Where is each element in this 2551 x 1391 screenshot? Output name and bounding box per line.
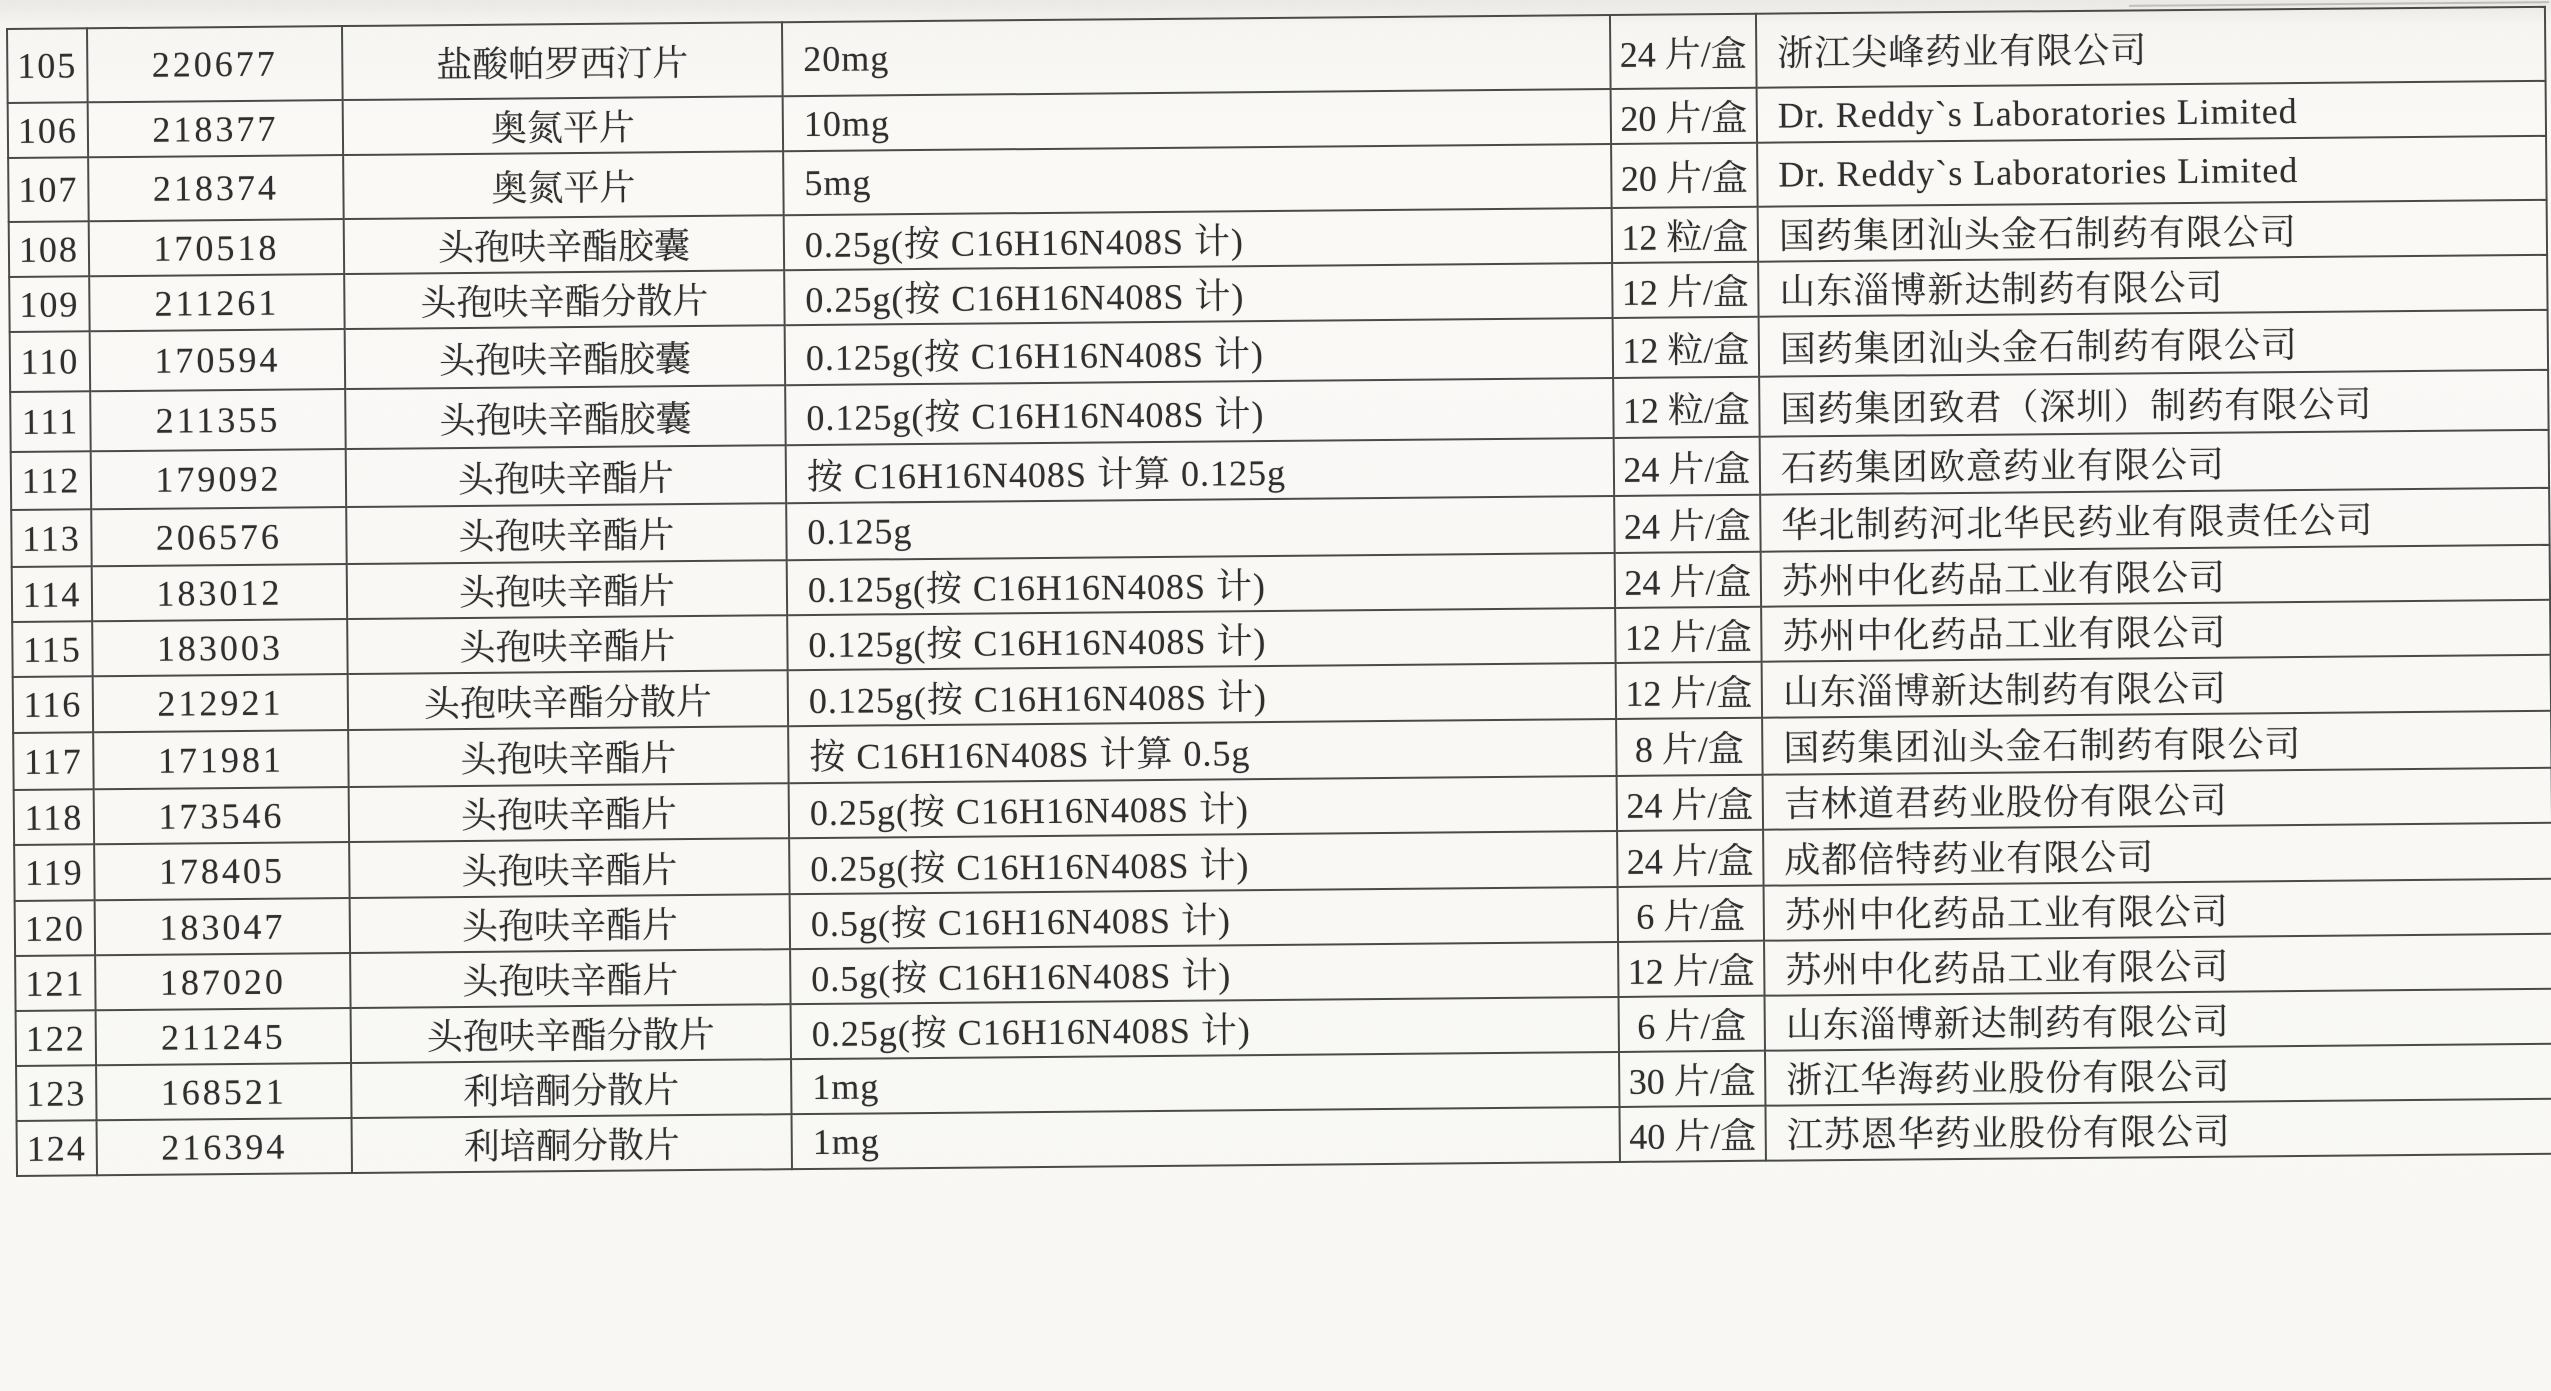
cell-serial: 107: [8, 157, 89, 222]
cell-manufacturer: 国药集团汕头金石制药有限公司: [1759, 310, 2548, 377]
cell-serial: 117: [13, 732, 93, 790]
cell-spec: 1mg: [791, 1052, 1619, 1114]
cell-package: 12 粒/盒: [1613, 377, 1760, 438]
cell-spec: 0.25g(按 C16H16N408S 计): [789, 831, 1617, 894]
cell-drug-name: 头孢呋辛酯片: [349, 838, 789, 898]
cell-package: 40 片/盒: [1619, 1106, 1765, 1162]
cell-package: 24 片/盒: [1610, 14, 1757, 89]
cell-serial: 122: [16, 1010, 96, 1066]
cell-package: 24 片/盒: [1614, 437, 1761, 496]
cell-manufacturer: 浙江华海药业股份有限公司: [1765, 1044, 2551, 1106]
cell-spec: 5mg: [783, 144, 1612, 215]
cell-serial: 111: [10, 391, 91, 452]
cell-spec: 按 C16H16N408S 计算 0.125g: [786, 438, 1614, 503]
cell-drug-name: 头孢呋辛酯片: [350, 894, 790, 953]
cell-code: 211245: [96, 1008, 351, 1065]
cell-serial: 112: [11, 451, 92, 510]
cell-serial: 110: [10, 331, 91, 392]
cell-package: 24 片/盒: [1615, 552, 1761, 608]
cell-manufacturer: 苏州中化药品工业有限公司: [1761, 600, 2550, 662]
cell-code: 170518: [89, 219, 344, 276]
cell-manufacturer: Dr. Reddy`s Laboratories Limited: [1757, 81, 2546, 143]
cell-drug-name: 盐酸帕罗西汀片: [342, 22, 783, 100]
cell-package: 20 片/盒: [1611, 88, 1757, 144]
cell-package: 12 片/盒: [1616, 662, 1762, 719]
cell-drug-name: 奥氮平片: [343, 151, 784, 219]
cell-manufacturer: 吉林道君药业股份有限公司: [1763, 768, 2551, 830]
cell-manufacturer: 山东淄博新达制药有限公司: [1765, 989, 2551, 1051]
cell-package: 12 粒/盒: [1613, 317, 1760, 378]
cell-serial: 108: [9, 221, 89, 277]
cell-manufacturer: 国药集团汕头金石制药有限公司: [1758, 200, 2547, 262]
cell-spec: 10mg: [783, 89, 1611, 151]
cell-serial: 124: [17, 1120, 97, 1176]
cell-code: 216394: [97, 1118, 352, 1175]
cell-package: 12 片/盒: [1615, 607, 1761, 663]
cell-drug-name: 奥氮平片: [343, 96, 783, 155]
cell-code: 211355: [90, 389, 346, 451]
cell-drug-name: 头孢呋辛酯分散片: [344, 270, 784, 329]
cell-manufacturer: 苏州中化药品工业有限公司: [1761, 545, 2550, 607]
cell-code: 183012: [92, 564, 347, 621]
cell-spec: 0.125g(按 C16H16N408S 计): [785, 318, 1613, 385]
cell-code: 212921: [93, 674, 348, 732]
cell-code: 170594: [90, 329, 346, 391]
cell-manufacturer: 山东淄博新达制药有限公司: [1758, 255, 2547, 317]
cell-spec: 0.125g(按 C16H16N408S 计): [787, 553, 1615, 615]
cell-package: 8 片/盒: [1616, 718, 1762, 776]
cell-package: 6 片/盒: [1618, 886, 1764, 942]
cell-package: 24 片/盒: [1614, 495, 1760, 553]
cell-drug-name: 头孢呋辛酯分散片: [351, 1004, 791, 1063]
cell-serial: 105: [7, 28, 88, 103]
cell-spec: 20mg: [782, 15, 1611, 96]
cell-code: 183047: [95, 898, 350, 955]
cell-serial: 119: [14, 844, 94, 901]
cell-code: 220677: [87, 26, 343, 102]
table-body: [7, 7, 2551, 1176]
cell-spec: 0.125g(按 C16H16N408S 计): [785, 378, 1613, 445]
cell-manufacturer: 山东淄博新达制药有限公司: [1762, 655, 2551, 718]
cell-package: 12 粒/盒: [1612, 207, 1758, 263]
drug-table: [6, 6, 2551, 1177]
cell-manufacturer: 国药集团致君（深圳）制药有限公司: [1759, 370, 2548, 437]
cell-drug-name: 头孢呋辛酯片: [346, 445, 786, 507]
cell-package: 24 片/盒: [1617, 775, 1763, 831]
cell-drug-name: 头孢呋辛酯片: [349, 783, 789, 842]
cell-spec: 按 C16H16N408S 计算 0.5g: [788, 719, 1616, 783]
cell-drug-name: 头孢呋辛酯分散片: [348, 670, 788, 730]
cell-drug-name: 头孢呋辛酯片: [350, 949, 790, 1008]
cell-serial: 106: [8, 102, 88, 158]
cell-spec: 0.125g(按 C16H16N408S 计): [787, 608, 1615, 670]
cell-spec: 1mg: [792, 1107, 1620, 1169]
cell-spec: 0.125g(按 C16H16N408S 计): [788, 663, 1616, 726]
cell-drug-name: 头孢呋辛酯胶囊: [345, 385, 786, 449]
cell-serial: 114: [12, 566, 92, 622]
cell-manufacturer: 华北制药河北华民药业有限责任公司: [1760, 488, 2549, 552]
cell-spec: 0.125g: [786, 496, 1614, 560]
cell-drug-name: 头孢呋辛酯胶囊: [344, 215, 784, 274]
cell-code: 168521: [96, 1063, 351, 1120]
cell-code: 179092: [91, 449, 346, 509]
cell-manufacturer: 苏州中化药品工业有限公司: [1764, 934, 2551, 996]
cell-drug-name: 头孢呋辛酯片: [346, 503, 786, 564]
cell-manufacturer: 苏州中化药品工业有限公司: [1764, 879, 2551, 941]
cell-code: 218374: [88, 155, 344, 221]
cell-serial: 109: [9, 276, 89, 332]
cell-manufacturer: 浙江尖峰药业有限公司: [1756, 7, 2546, 88]
cell-drug-name: 头孢呋辛酯胶囊: [345, 325, 786, 389]
cell-code: 211261: [89, 274, 344, 331]
cell-code: 171981: [93, 730, 348, 789]
cell-serial: 118: [14, 789, 94, 845]
cell-serial: 116: [13, 676, 93, 733]
cell-manufacturer: Dr. Reddy`s Laboratories Limited: [1757, 136, 2547, 207]
cell-spec: 0.25g(按 C16H16N408S 计): [784, 263, 1612, 325]
cell-drug-name: 头孢呋辛酯片: [347, 560, 787, 619]
cell-drug-name: 头孢呋辛酯片: [348, 726, 788, 787]
cell-spec: 0.5g(按 C16H16N408S 计): [790, 942, 1618, 1004]
cell-package: 12 片/盒: [1618, 941, 1764, 997]
cell-serial: 115: [12, 621, 92, 677]
cell-serial: 120: [15, 900, 95, 956]
table-tilt-wrapper: [6, 6, 2551, 1177]
cell-package: 30 片/盒: [1619, 1051, 1765, 1107]
cell-package: 12 片/盒: [1612, 262, 1758, 318]
cell-package: 24 片/盒: [1617, 830, 1763, 887]
cell-code: 206576: [91, 507, 346, 566]
cell-serial: 121: [15, 955, 95, 1011]
cell-manufacturer: 石药集团欧意药业有限公司: [1760, 430, 2549, 495]
cell-manufacturer: 江苏恩华药业股份有限公司: [1765, 1099, 2551, 1161]
cell-package: 20 片/盒: [1611, 143, 1758, 208]
cell-drug-name: 利培酮分散片: [351, 1059, 791, 1118]
cell-package: 6 片/盒: [1619, 996, 1765, 1052]
cell-code: 178405: [94, 842, 349, 900]
cell-serial: 113: [11, 509, 91, 567]
cell-manufacturer: 成都倍特药业有限公司: [1763, 823, 2551, 886]
cell-code: 173546: [94, 787, 349, 844]
cell-code: 183003: [92, 619, 347, 676]
cell-code: 218377: [88, 100, 343, 157]
cell-code: 187020: [95, 953, 350, 1010]
cell-serial: 123: [16, 1065, 96, 1121]
cell-spec: 0.25g(按 C16H16N408S 计): [791, 997, 1619, 1059]
cell-manufacturer: 国药集团汕头金石制药有限公司: [1762, 711, 2551, 775]
cell-drug-name: 头孢呋辛酯片: [347, 615, 787, 674]
cell-spec: 0.25g(按 C16H16N408S 计): [784, 208, 1612, 270]
cell-drug-name: 利培酮分散片: [352, 1114, 792, 1173]
cell-spec: 0.25g(按 C16H16N408S 计): [789, 776, 1617, 838]
cell-spec: 0.5g(按 C16H16N408S 计): [790, 887, 1618, 949]
